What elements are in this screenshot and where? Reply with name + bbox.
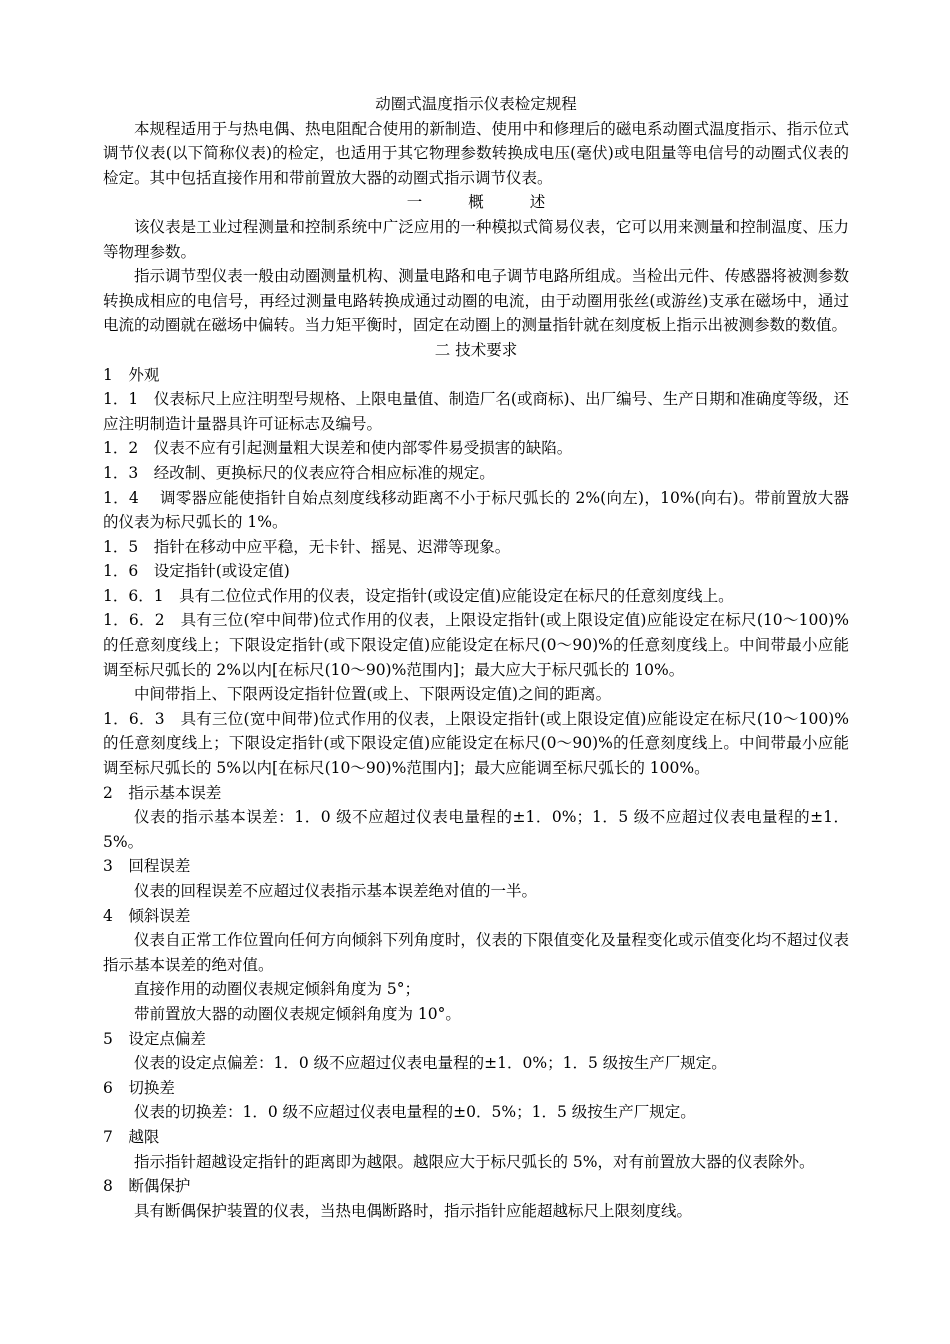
- list-item: 8 断偶保护: [103, 1177, 191, 1196]
- list-item: 7 越限: [103, 1127, 160, 1146]
- paragraph: 中间带指上、下限两设定指针位置(或上、下限两设定值)之间的距离。: [134, 685, 612, 704]
- paragraph: 仪表的指示基本误差：1．0 级不应超过仪表电量程的±1．0%；1．5 级不应超过仪表电量程的±1．5%。: [103, 808, 849, 851]
- paragraph: 仪表的切换差：1．0 级不应超过仪表电量程的±0．5%；1．5 级按生产厂规定。: [134, 1103, 696, 1122]
- paragraph: 具有断偶保护装置的仪表，当热电偶断路时，指示指针应能超越标尺上限刻度线。: [134, 1201, 693, 1220]
- paragraph: 仪表的设定点偏差：1．0 级不应超过仪表电量程的±1．0%；1．5 级按生产厂规定。: [134, 1054, 727, 1073]
- section-title: 概述: [468, 193, 592, 212]
- paragraph: 指示调节型仪表一般由动圈测量机构、测量电路和电子调节电路所组成。当检出元件、传感器将被测参数转换成相应的电信号，再经过测量电路转换成通过动圈的电流，由于动圈用张丝(或游丝)支承在磁场中，通过电流的动圈就在磁场中偏转。当力矩平衡时，固定在动圈上的测量指针就在刻度板上指示出被测参数的数值。: [103, 267, 849, 335]
- paragraph: 该仪表是工业过程测量和控制系统中广泛应用的一种模拟式简易仪表，它可以用来测量和控制温度、压力等物理参数。: [103, 217, 849, 261]
- list-item: 1．2 仪表不应有引起测量粗大误差和使内部零件易受损害的缺陷。: [103, 439, 573, 458]
- section-heading-overview: [103, 190, 849, 215]
- section-number: 一: [406, 193, 423, 212]
- list-item: 6 切换差: [103, 1078, 175, 1097]
- paragraph: 仪表的回程误差不应超过仪表指示基本误差绝对值的一半。: [134, 882, 538, 900]
- paragraph: 仪表自正常工作位置向任何方向倾斜下列角度时，仪表的下限值变化及量程变化或示值变化均不超过仪表指示基本误差的绝对值。: [103, 931, 849, 974]
- list-item: 2 指示基本误差: [103, 783, 222, 802]
- list-item: 1．5 指针在移动中应平稳，无卡针、摇晃、迟滞等现象。: [103, 537, 511, 556]
- list-item: 1．6．3 具有三位(宽中间带)位式作用的仪表，上限设定指针(或上限设定值)应能设定在标尺(10～100)%的任意刻度线上；下限设定指针(或下限设定值)应能设定在标尺(0～90)%的任意刻度线上。中间带最小应能调至标尺弧长的 5%以内[在标尺(10～90)%范围内]；最大应能调至标尺弧长的 100%。: [103, 709, 850, 778]
- list-item: 1．6．2 具有三位(窄中间带)位式作用的仪表，上限设定指针(或上限设定值)应能设定在标尺(10～100)%的任意刻度线上；下限设定指针(或下限设定值)应能设定在标尺(0～90)%的任意刻度线上。中间带最小应能调至标尺弧长的 2%以内[在标尺(10～90)%范围内]；最大应大于标尺弧长的 10%。: [103, 611, 850, 679]
- list-item: 1．6．1 具有二位位式作用的仪表，设定指针(或设定值)应能设定在标尺的任意刻度线上。: [103, 586, 734, 605]
- list-item: 3 回程误差: [103, 857, 191, 876]
- list-item: 1 外观: [103, 365, 160, 384]
- paragraph: 带前置放大器的动圈仪表规定倾斜角度为 10°。: [134, 1004, 461, 1023]
- paragraph: 直接作用的动圈仪表规定倾斜角度为 5°；: [134, 980, 421, 999]
- document-title: 动圈式温度指示仪表检定规程: [375, 95, 577, 113]
- paragraph: 指示指针超越设定指针的距离即为越限。越限应大于标尺弧长的 5%，对有前置放大器的仪表除外。: [134, 1152, 815, 1171]
- list-item: 5 设定点偏差: [103, 1029, 206, 1048]
- list-item: 1．4 调零器应能使指针自始点刻度线移动距离不小于标尺弧长的 2%(向左)，10%(向右)。带前置放大器的仪表为标尺弧长的 1%。: [103, 488, 849, 532]
- paragraph: 本规程适用于与热电偶、热电阻配合使用的新制造、使用中和修理后的磁电系动圈式温度指示、指示位式调节仪表(以下简称仪表)的检定，也适用于其它物理参数转换成电压(毫伏)或电阻量等电信号的动圈式仪表的检定。其中包括直接作用和带前置放大器的动圈式指示调节仪表。: [103, 119, 849, 187]
- list-item: 1．3 经改制、更换标尺的仪表应符合相应标准的规定。: [103, 463, 495, 482]
- list-item: 4 倾斜误差: [103, 906, 191, 925]
- list-item: 1．1 仪表标尺上应注明型号规格、上限电量值、制造厂名(或商标)、出厂编号、生产日期和准确度等级，还应注明制造计量器具许可证标志及编号。: [103, 390, 849, 433]
- section-heading-requirements: 二 技术要求: [434, 340, 518, 359]
- document-page: [103, 92, 849, 1223]
- list-item: 1．6 设定指针(或设定值): [103, 562, 290, 581]
